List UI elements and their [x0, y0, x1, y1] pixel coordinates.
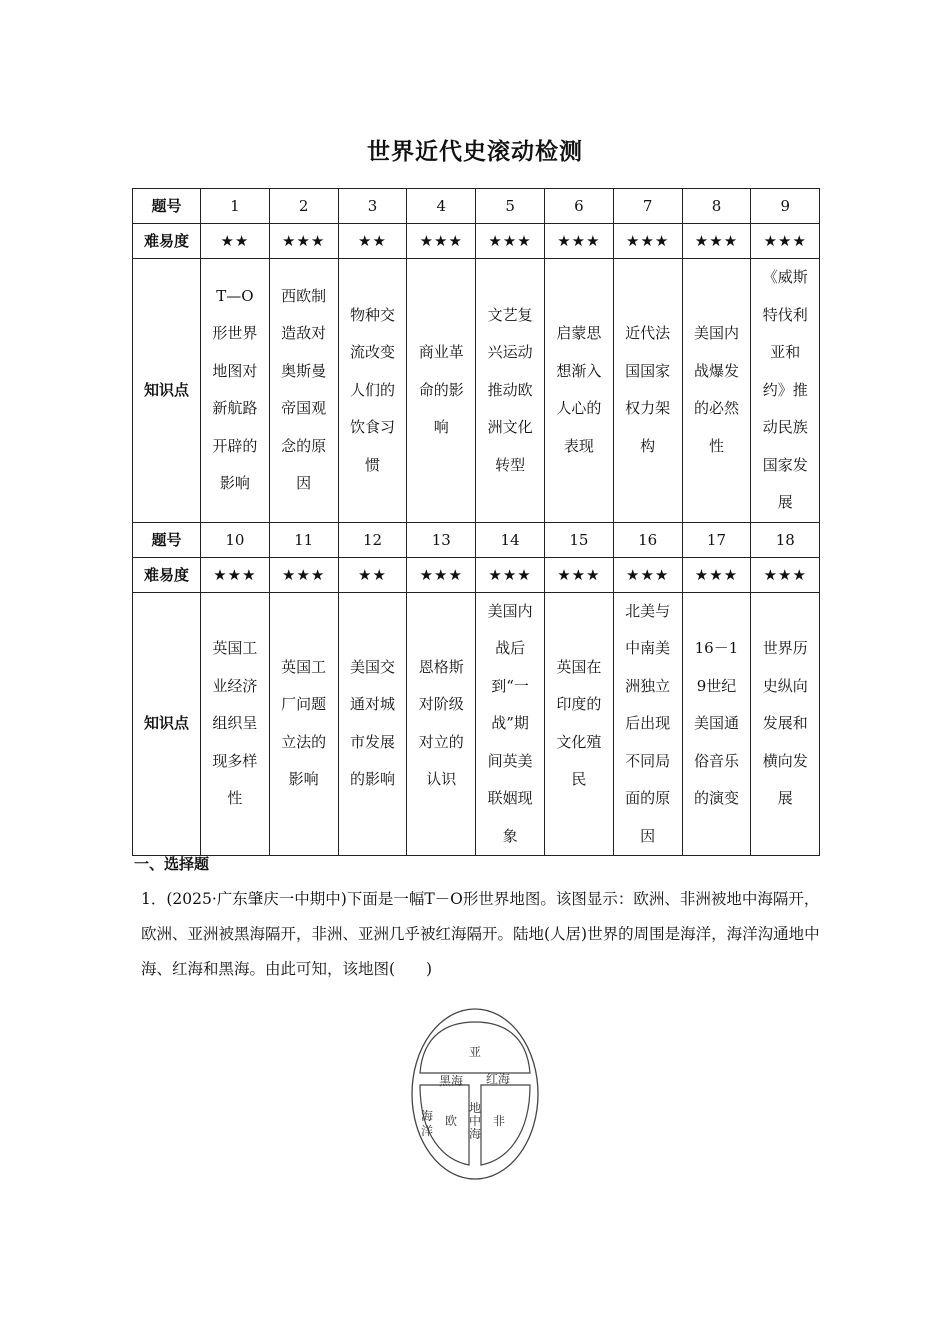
- knowledge-point-text: 恩格斯对阶级对立的认识: [418, 657, 464, 789]
- knowledge-point-text: 世界历史纵向发展和横向发展: [762, 639, 808, 807]
- block1-stars-cell: ★★: [338, 224, 407, 259]
- knowledge-point-text: 商业革命的影响: [418, 343, 464, 436]
- row-label-number: 题号: [133, 189, 201, 224]
- knowledge-point-text: 英国在印度的文化殖民: [556, 657, 602, 789]
- knowledge-point-text: 文艺复兴运动推动欧洲文化转型: [487, 305, 533, 474]
- block2-stars-cell: ★★: [338, 557, 407, 592]
- block1-points-cell: [338, 259, 407, 523]
- map-label-med-1: 地: [469, 1101, 482, 1115]
- block2-points-cell: [407, 592, 476, 856]
- block2-points-cell: [613, 592, 682, 856]
- question-source: (2025·广东肇庆一中期中): [166, 890, 347, 908]
- question-overview-table: [132, 188, 820, 856]
- t-o-map: [405, 1005, 545, 1183]
- map-label-ocean-2: 洋: [421, 1124, 434, 1138]
- block1-points-cell: [407, 259, 476, 523]
- map-label-med-3: 海: [469, 1127, 482, 1141]
- block2-numbers-cell: 14: [476, 522, 545, 557]
- block2-points-cell: [544, 592, 613, 856]
- block2-points-cell: [201, 592, 270, 856]
- knowledge-point-text: 西欧制造敌对奥斯曼帝国观念的原因: [281, 286, 327, 493]
- block1-numbers-cell: 3: [338, 189, 407, 224]
- africa-landmass: [481, 1085, 530, 1165]
- knowledge-point-text: 近代法国国家权力架构: [625, 324, 671, 455]
- block1-stars-cell: ★★★: [613, 224, 682, 259]
- block2-numbers-cell: 10: [201, 522, 270, 557]
- section-title: 一、选择题: [134, 855, 210, 873]
- block2-points-cell: [476, 592, 545, 856]
- row-label-number: 题号: [133, 522, 201, 557]
- question-text: 下面是一幅T－O形世界地图。该图显示：欧洲、非洲被地中海隔开，欧洲、亚洲被黑海隔开，非洲、亚洲几乎被红海隔开。陆地(人居)世界的周围是海洋，海洋沟通地中海、红海和黑海。由此可知，该地图( ): [141, 890, 820, 978]
- block2-numbers-cell: 13: [407, 522, 476, 557]
- block1-numbers-cell: 9: [751, 189, 820, 224]
- block1-numbers-cell: 2: [269, 189, 338, 224]
- map-label-med-2: 中: [469, 1114, 482, 1128]
- block2-numbers-cell: 16: [613, 522, 682, 557]
- block2-stars-cell: ★★★: [682, 557, 751, 592]
- block2-points-cell: [751, 592, 820, 856]
- block1-numbers-cell: 1: [201, 189, 270, 224]
- map-label-red-sea: 红海: [486, 1072, 511, 1086]
- map-label-africa: 非: [493, 1114, 506, 1128]
- question-1: [141, 882, 821, 987]
- block2-points-cell: [269, 592, 338, 856]
- block2-stars-cell: ★★★: [407, 557, 476, 592]
- block2-points-cell: [682, 592, 751, 856]
- knowledge-point-text: 启蒙思想渐入人心的表现: [556, 324, 602, 455]
- knowledge-point-text: 英国工业经济组织呈现多样性: [212, 639, 258, 807]
- block1-numbers-cell: 7: [613, 189, 682, 224]
- block1-numbers-cell: 4: [407, 189, 476, 224]
- block2-number-row: [133, 522, 820, 557]
- block2-numbers-cell: 17: [682, 522, 751, 557]
- knowledge-point-text: 北美与中南美洲独立后出现不同局面的原因: [625, 601, 671, 845]
- block2-stars-cell: ★★★: [751, 557, 820, 592]
- knowledge-point-text: T—O形世界地图对新航路开辟的影响: [212, 286, 258, 493]
- block1-numbers-cell: 5: [476, 189, 545, 224]
- map-label-ocean-1: 海: [421, 1109, 434, 1123]
- block1-numbers-cell: 8: [682, 189, 751, 224]
- block2-difficulty-row: [133, 557, 820, 592]
- block1-points-cell: [682, 259, 751, 523]
- knowledge-point-text: 美国内战后到“一战”期间英美联姻现象: [487, 601, 533, 845]
- block1-stars-cell: ★★★: [407, 224, 476, 259]
- block2-numbers-cell: 18: [751, 522, 820, 557]
- block1-points-cell: [201, 259, 270, 523]
- knowledge-point-text: 物种交流改变人们的饮食习惯: [349, 305, 395, 474]
- row-label-difficulty: 难易度: [133, 224, 201, 259]
- map-label-europe: 欧: [445, 1114, 458, 1128]
- knowledge-point-text: 英国工厂问题立法的影响: [281, 657, 327, 789]
- knowledge-point-text: 美国交通对城市发展的影响: [349, 657, 395, 789]
- block1-knowledge-row: [133, 259, 820, 523]
- map-label-asia: 亚: [469, 1045, 482, 1059]
- block2-stars-cell: ★★★: [201, 557, 270, 592]
- block2-numbers-cell: 12: [338, 522, 407, 557]
- block2-stars-cell: ★★★: [269, 557, 338, 592]
- block2-numbers-cell: 15: [544, 522, 613, 557]
- block1-points-cell: [613, 259, 682, 523]
- row-label-difficulty: 难易度: [133, 557, 201, 592]
- outer-ocean-ring: [412, 1009, 538, 1179]
- block1-points-cell: [544, 259, 613, 523]
- block1-numbers-cell: 6: [544, 189, 613, 224]
- block2-knowledge-row: [133, 592, 820, 856]
- knowledge-point-text: 《威斯特伐利亚和约》推动民族国家发展: [762, 268, 808, 511]
- block1-points-cell: [751, 259, 820, 523]
- question-number: 1．: [141, 890, 167, 908]
- t-o-map-figure: [405, 1005, 545, 1183]
- knowledge-point-text: 美国内战爆发的必然性: [693, 324, 739, 455]
- block2-stars-cell: ★★★: [613, 557, 682, 592]
- block1-stars-cell: ★★★: [544, 224, 613, 259]
- block2-stars-cell: ★★★: [476, 557, 545, 592]
- block1-stars-cell: ★★★: [682, 224, 751, 259]
- block2-stars-cell: ★★★: [544, 557, 613, 592]
- block1-difficulty-row: [133, 224, 820, 259]
- block1-stars-cell: ★★★: [751, 224, 820, 259]
- knowledge-point-text: 16－19世纪美国通俗音乐的演变: [693, 639, 739, 807]
- block1-points-cell: [476, 259, 545, 523]
- row-label-knowledge: 知识点: [133, 259, 201, 523]
- page-title: 世界近代史滚动检测: [367, 139, 583, 165]
- map-label-black-sea: 黑海: [439, 1074, 464, 1088]
- block1-stars-cell: ★★★: [269, 224, 338, 259]
- block1-stars-cell: ★★: [201, 224, 270, 259]
- row-label-knowledge: 知识点: [133, 592, 201, 856]
- block2-points-cell: [338, 592, 407, 856]
- block1-points-cell: [269, 259, 338, 523]
- block1-stars-cell: ★★★: [476, 224, 545, 259]
- block2-numbers-cell: 11: [269, 522, 338, 557]
- block1-number-row: [133, 189, 820, 224]
